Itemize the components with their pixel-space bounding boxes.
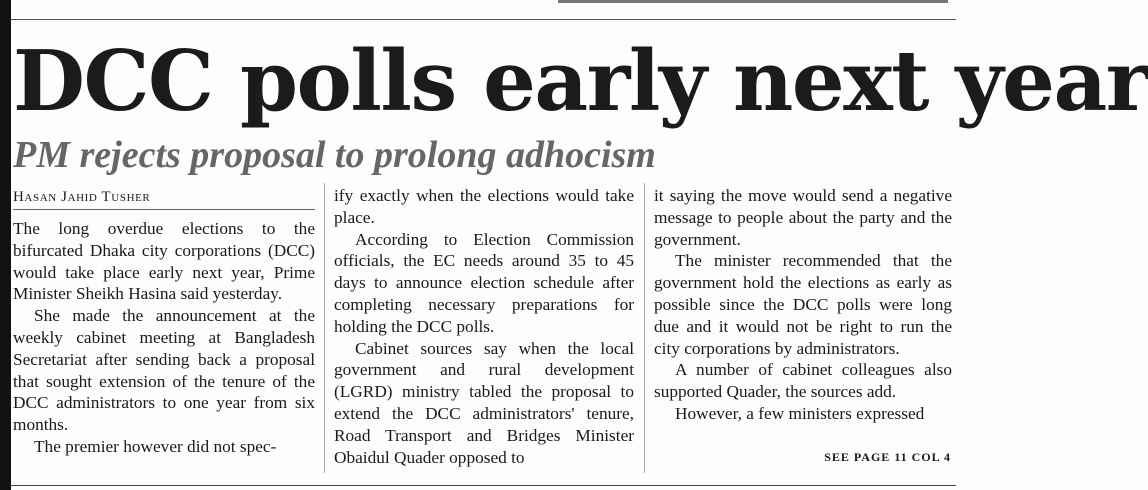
paragraph: However, a few ministers expressed — [675, 403, 925, 423]
article-column-3 — [654, 185, 952, 425]
left-edge-bar — [0, 0, 11, 490]
article-column-2 — [334, 185, 634, 468]
column-divider — [644, 183, 645, 473]
paragraph: Cabinet sources say when the local government and rural development (LGRD) ministry tabled the proposal to extend the DCC administrators' tenure, Road Transport and Bridges Minister Obaidul Quader opposed to — [334, 338, 634, 467]
paragraph: According to Election Commission officials, the EC needs around 35 to 45 days to announce election schedule after completing necessary preparations for holding the DCC polls. — [334, 229, 634, 336]
top-rule — [11, 19, 956, 20]
top-rule-thick — [558, 0, 948, 3]
paragraph: She made the announcement at the weekly cabinet meeting at Bangladesh Secretariat after sending back a proposal that sought extension of the tenure of the DCC administrators to one year from six months. — [13, 306, 315, 435]
headline: DCC polls early next year — [13, 32, 1148, 130]
paragraph: it saying the move would send a negative message to people about the party and the government. — [654, 186, 952, 249]
paragraph: The premier however did not spec- — [34, 436, 277, 456]
paragraph: ify exactly when the elections would take place. — [334, 186, 634, 227]
subheadline: PM rejects proposal to prolong adhocism — [13, 134, 656, 176]
paragraph: The long overdue elections to the bifurcated Dhaka city corporations (DCC) would take place early next year, Prime Minister Sheikh Hasina said yesterday. — [13, 219, 315, 304]
bottom-rule — [11, 485, 956, 486]
byline: Hasan Jahid Tusher — [13, 189, 151, 205]
paragraph: A number of cabinet colleagues also supported Quader, the sources add. — [654, 360, 952, 402]
byline-rule — [13, 209, 315, 210]
article-column-1 — [13, 218, 315, 458]
column-divider — [324, 183, 325, 473]
paragraph: The minister recommended that the government hold the elections as early as possible since the DCC polls were long due and it would not be right to run the city corporations by administrators. — [654, 251, 952, 358]
continuation-jump-line: SEE PAGE 11 COL 4 — [824, 450, 951, 464]
